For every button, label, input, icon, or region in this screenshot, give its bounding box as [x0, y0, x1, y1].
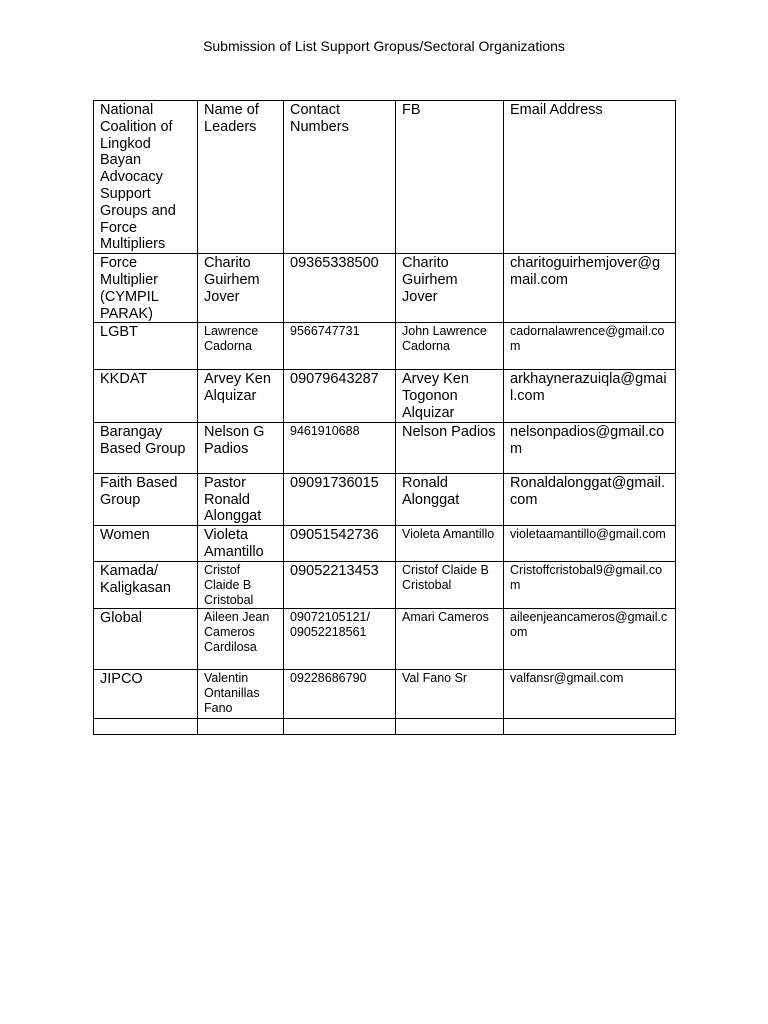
email-cell: nelsonpadios@gmail.com — [504, 422, 676, 473]
empty-cell — [396, 718, 504, 734]
organization-cell: Force Multiplier (CYMPIL PARAK) — [94, 254, 198, 323]
leader-cell: Lawrence Cadorna — [198, 323, 284, 370]
organization-cell: KKDAT — [94, 370, 198, 422]
leader-cell: Arvey Ken Alquizar — [198, 370, 284, 422]
email-cell: cadornalawrence@gmail.com — [504, 323, 676, 370]
email-cell: charitoguirhemjover@gmail.com — [504, 254, 676, 323]
organization-cell: JIPCO — [94, 669, 198, 718]
table-row-empty — [94, 718, 676, 734]
table-row — [94, 422, 676, 473]
contact-cell: 9461910688 — [284, 422, 396, 473]
header-email: Email Address — [504, 101, 676, 254]
fb-cell: Amari Cameros — [396, 608, 504, 669]
leader-cell: Nelson G Padios — [198, 422, 284, 473]
leader-cell: Charito Guirhem Jover — [198, 254, 284, 323]
header-organization: National Coalition of Lingkod Bayan Advocacy Support Groups and Force Multipliers — [94, 101, 198, 254]
contact-cell: 09051542736 — [284, 526, 396, 562]
table-row — [94, 561, 676, 608]
fb-cell: Violeta Amantillo — [396, 526, 504, 562]
organization-cell: Barangay Based Group — [94, 422, 198, 473]
page-title: Submission of List Support Gropus/Sectoral Organizations — [203, 38, 565, 54]
fb-cell: Cristof Claide B Cristobal — [396, 561, 504, 608]
table-row — [94, 254, 676, 323]
table-row — [94, 669, 676, 718]
table-row — [94, 370, 676, 422]
fb-cell: Nelson Padios — [396, 422, 504, 473]
email-cell: violetaamantillo@gmail.com — [504, 526, 676, 562]
contact-cell: 09228686790 — [284, 669, 396, 718]
contact-cell: 09365338500 — [284, 254, 396, 323]
table-row — [94, 526, 676, 562]
empty-cell — [284, 718, 396, 734]
email-cell: valfansr@gmail.com — [504, 669, 676, 718]
email-cell: aileenjeancameros@gmail.com — [504, 608, 676, 669]
table-row — [94, 323, 676, 370]
header-fb: FB — [396, 101, 504, 254]
leader-cell: Valentin Ontanillas Fano — [198, 669, 284, 718]
organization-cell: Faith Based Group — [94, 473, 198, 525]
fb-cell: Ronald Alonggat — [396, 473, 504, 525]
fb-cell: John Lawrence Cadorna — [396, 323, 504, 370]
table-header-row — [94, 101, 676, 254]
email-cell: Cristoffcristobal9@gmail.com — [504, 561, 676, 608]
leader-cell: Violeta Amantillo — [198, 526, 284, 562]
organization-cell: Women — [94, 526, 198, 562]
fb-cell: Charito Guirhem Jover — [396, 254, 504, 323]
email-cell: arkhaynerazuiqla@gmail.com — [504, 370, 676, 422]
contact-cell: 09072105121/ 09052218561 — [284, 608, 396, 669]
empty-cell — [504, 718, 676, 734]
empty-cell — [94, 718, 198, 734]
table-row — [94, 608, 676, 669]
empty-cell — [198, 718, 284, 734]
contact-cell: 09052213453 — [284, 561, 396, 608]
leader-cell: Aileen Jean Cameros Cardilosa — [198, 608, 284, 669]
organization-cell: LGBT — [94, 323, 198, 370]
organization-cell: Kamada/ Kaligkasan — [94, 561, 198, 608]
organization-cell: Global — [94, 608, 198, 669]
leader-cell: Cristof Claide B Cristobal — [198, 561, 284, 608]
header-leaders: Name of Leaders — [198, 101, 284, 254]
contact-cell: 09091736015 — [284, 473, 396, 525]
fb-cell: Val Fano Sr — [396, 669, 504, 718]
contact-cell: 09079643287 — [284, 370, 396, 422]
fb-cell: Arvey Ken Togonon Alquizar — [396, 370, 504, 422]
organizations-table — [93, 100, 676, 735]
table-row — [94, 473, 676, 525]
leader-cell: Pastor Ronald Alonggat — [198, 473, 284, 525]
header-contact-numbers: Contact Numbers — [284, 101, 396, 254]
contact-cell: 9566747731 — [284, 323, 396, 370]
email-cell: Ronaldalonggat@gmail.com — [504, 473, 676, 525]
